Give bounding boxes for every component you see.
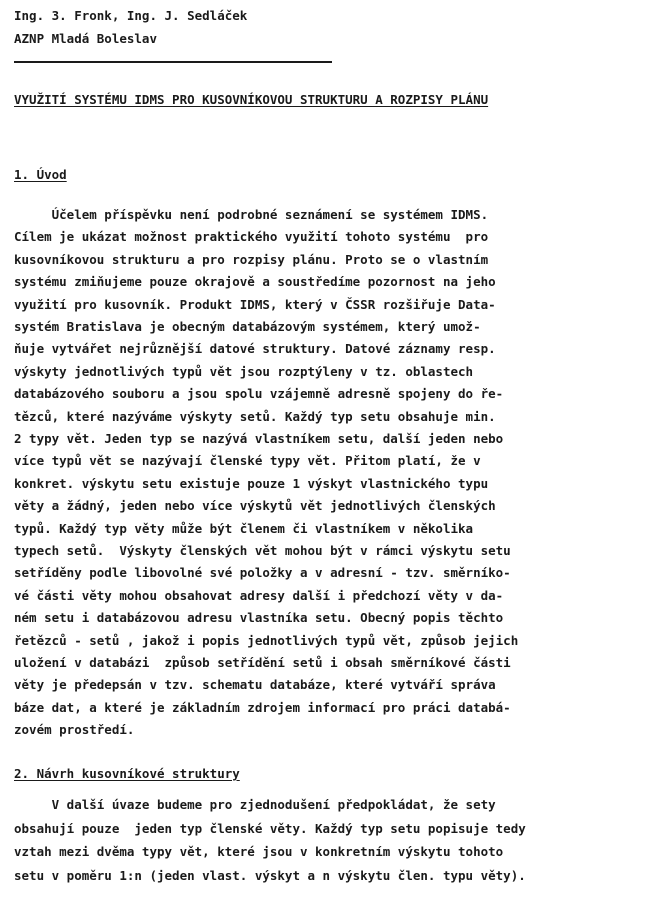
text-line: báze dat, a které je základním zdrojem informací pro práci databá- xyxy=(14,699,511,715)
text-line: systém Bratislava je obecným databázovým systémem, který umož- xyxy=(14,319,481,334)
text-line: Účelem příspěvku není podrobné seznámení se systémem IDMS. xyxy=(14,207,489,222)
text-line: zovém prostředí. xyxy=(14,722,135,738)
text-line: využití pro kusovník. Produkt IDMS, který v ČSSR rozšiřuje Data- xyxy=(14,296,496,312)
text-line: Cílem je ukázat možnost praktického využití tohoto systému pro xyxy=(14,229,489,245)
text-line: typů. Každý typ věty může být členem či vlastníkem v několika xyxy=(14,520,474,536)
text-line: setu v poměru 1:n (jeden vlast. výskyt a n výskytu člen. typu věty). xyxy=(14,867,526,883)
text-line: ňuje vytvářet nejrůznější datové struktury. Datové záznamy resp. xyxy=(14,341,496,357)
text-line: řetězců - setů , jakož i popis jednotlivých typů vět, způsob jejich xyxy=(14,632,519,648)
section-1-heading: 1. Úvod xyxy=(14,167,67,182)
text-line: výskyty jednotlivých typů vět jsou rozptýleny v tz. oblastech xyxy=(14,363,474,379)
text-line: uložení v databázi způsob setřídění setů i obsah směrníkové části xyxy=(14,655,511,670)
text-line: typech setů. Výskyty členských vět mohou být v rámci výskytu setu xyxy=(14,543,511,558)
authors-line: Ing. 3. Fronk, Ing. J. Sedláček xyxy=(14,8,248,23)
text-line: věty a žádný, jeden nebo více výskytů vět jednotlivých členských xyxy=(14,498,496,514)
text-line: obsahují pouze jeden typ členské věty. Každý typ setu popisuje tedy xyxy=(14,820,526,836)
document-title: VYUŽITÍ SYSTÉMU IDMS PRO KUSOVNÍKOVOU STRUKTURU A ROZPISY PLÁNU xyxy=(14,92,489,107)
institution-line: AZNP Mladá Boleslav xyxy=(14,31,157,46)
text-line: ném setu i databázovou adresu vlastníka setu. Obecný popis těchto xyxy=(14,610,504,626)
section-2-heading: 2. Návrh kusovníkové struktury xyxy=(14,766,240,781)
text-line: více typů vět se nazývají členské typy vět. Přitom platí, že v xyxy=(14,453,481,469)
text-line: setříděny podle libovolné své položky a v adresní - tzv. směrníko- xyxy=(14,565,511,581)
text-line: vé části věty mohou obsahovat adresy další i předchozí věty v da- xyxy=(14,587,504,603)
text-line: kusovníkovou strukturu a pro rozpisy plánu. Proto se o vlastním xyxy=(14,251,489,267)
text-line: 2 typy vět. Jeden typ se nazývá vlastníkem setu, další jeden nebo xyxy=(14,431,504,446)
text-line: databázového souboru a jsou spolu vzájemně adresně spojeny do ře- xyxy=(14,386,504,402)
text-line: V další úvaze budeme pro zjednodušení předpokládat, že sety xyxy=(14,797,496,812)
text-line: konkret. výskytu setu existuje pouze 1 výskyt vlastnického typu xyxy=(14,475,489,491)
text-line: tězců, které nazýváme výskyty setů. Každý typ setu obsahuje min. xyxy=(14,408,496,424)
text-line: věty je předepsán v tzv. schematu databáze, které vytváří správa xyxy=(14,677,496,693)
header-rule xyxy=(14,61,332,63)
text-line: systému zmiňujeme pouze okrajově a soustředíme pozornost na jeho xyxy=(14,274,496,290)
text-line: vztah mezi dvěma typy vět, které jsou v konkretním výskytu tohoto xyxy=(14,844,504,859)
